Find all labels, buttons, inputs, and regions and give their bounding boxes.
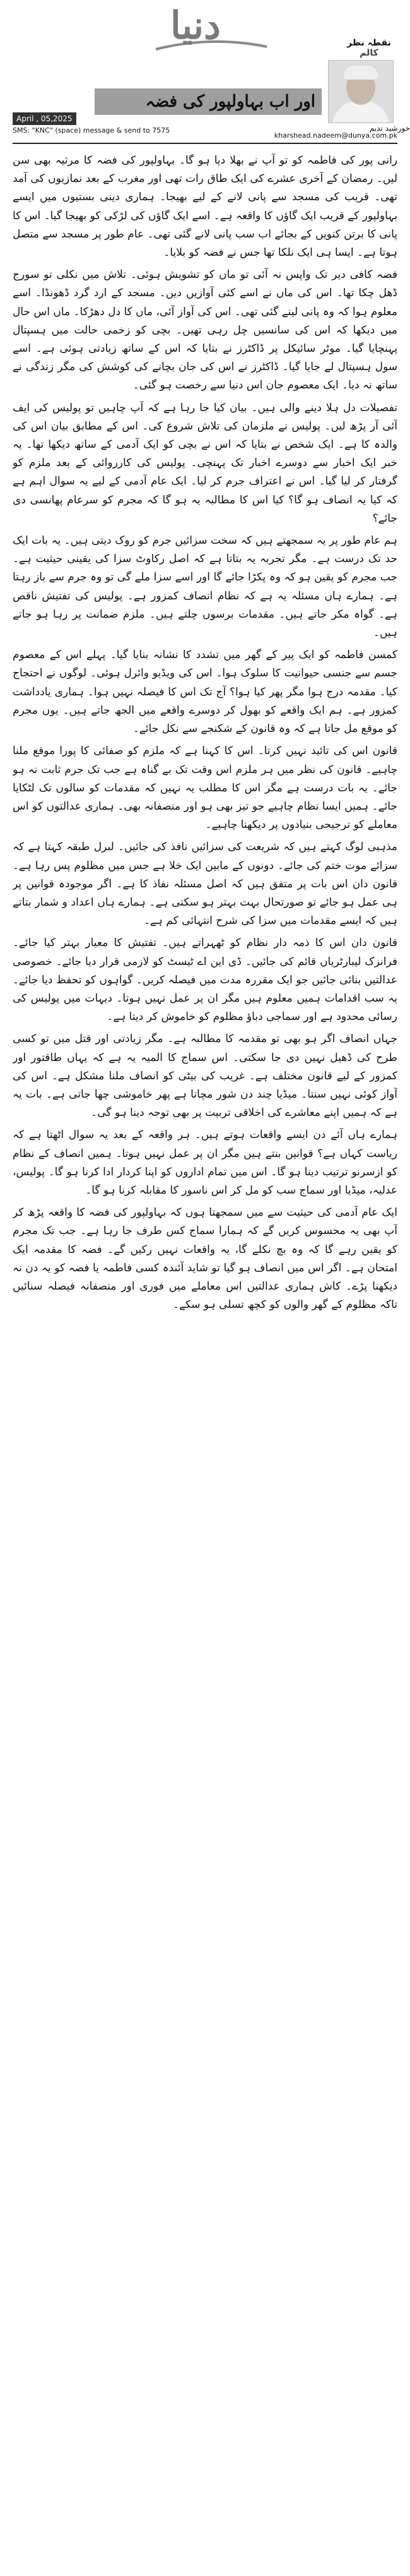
paragraph: مذہبی لوگ کہتے ہیں کہ شریعت کی سزائیں نافذ کی جائیں۔ لبرل طبقہ کہتا ہے کہ سزائے موت ختم کی جائے۔ دونوں کے مابین ایک خلا ہے جس میں مظلوم پس رہا ہے۔ قانون دان اس بات پر متفق ہیں کہ اصل مسئلہ نفاذ کا ہے۔ اگر موجودہ قوانین پر ہی عمل ہو جائے تو صورتحال بہت بہتر ہو سکتی ہے۔ ہمارے ہاں اعداد و شمار بتاتے ہیں کہ ایسے مقدمات میں سزا کی شرح انتہائی کم ہے۔	[13, 841, 397, 928]
paragraph: فضہ کافی دیر تک واپس نہ آئی تو ماں کو تشویش ہوئی۔ تلاش میں نکلی تو سورج ڈھل چکا تھا۔ اس کی ماں نے اسے کئی آوازیں دیں۔ مسجد کے ارد گرد ڈھونڈا۔ اسے معلوم ہوا کہ وہ پانی لینے گئی تھی۔ اس کی آواز آئی، ماں کا دل دھڑکا۔ ماں اس حال میں دیکھا کہ اس کی سانسیں چل رہی تھیں۔ بچی کو زخمی حالت میں ہسپتال پہنچایا گیا۔ موٹر سائیکل پر ڈاکٹرز نے بتایا کہ اس کے ساتھ زیادتی ہوئی ہے۔ اسے سول ہسپتال لے جایا گیا۔ ڈاکٹرز نے اس کی جان بچانے کی کوشش کی مگر زندگی نے ساتھ نہ دیا۔ ایک معصوم جان اس دنیا سے رخصت ہو گئی۔	[13, 268, 397, 392]
paragraph: ہم عام طور پر یہ سمجھتے ہیں کہ سخت سزائیں جرم کو روک دیتی ہیں۔ یہ بات ایک حد تک درست ہے۔ مگر تجربہ یہ بتاتا ہے کہ اصل رکاوٹ سزا کی یقینی حیثیت ہے۔ جب مجرم کو یقین ہو کہ وہ پکڑا جائے گا اور اسے سزا ملے گی تو وہ جرم سے باز رہتا ہے۔ ہمارے ہاں مسئلہ یہ ہے کہ نظام انصاف کمزور ہے۔ پولیس کی تفتیش ناقص ہے۔ گواہ مکر جاتے ہیں۔ مقدمات برسوں چلتے ہیں۔ ملزم ضمانت پر رہا ہو جاتے ہیں۔	[13, 534, 397, 640]
author-name: خورشید ندیم	[369, 124, 410, 133]
paragraph: ایک عام آدمی کی حیثیت سے میں سمجھتا ہوں کہ بہاولپور کی فضہ کا واقعہ پڑھ کر آپ بھی یہ محسوس کریں گے کہ ہمارا سماج کس طرف جا رہا ہے۔ جب تک مجرم کو یقین رہے گا کہ وہ بچ نکلے گا، یہ واقعات نہیں رکیں گے۔ فضہ کا مقدمہ ایک امتحان ہے۔ اگر اس میں انصاف ہو گیا تو شاید آئندہ کسی فاطمہ یا فضہ کو یہ دن نہ دیکھنا پڑے۔ کاش ہماری عدالتیں اس معاملے میں فوری اور منصفانہ فیصلہ سنائیں تاکہ مظلوم کے گھر والوں کو کچھ تسلی ہو سکے۔	[13, 1206, 397, 1312]
sms-line: SMS: "KNC" (space) message & send to 7575	[13, 126, 170, 135]
article-body	[13, 152, 397, 2570]
article-headline: اور اب بہاولپور کی فضہ	[95, 88, 322, 115]
paragraph: جہاں انصاف اگر ہو بھی تو مقدمہ کا مطالبہ ہے۔ مگر زیادتی اور قتل میں تو کسی طرح کی ڈھیل نہیں دی جا سکتی۔ اس سماج کا المیہ یہ ہے کہ یہاں طاقتور اور کمزور کے لیے قانون مختلف ہے۔ غریب کی بیٹی کو انصاف ملنا مشکل ہے۔ اس کی آواز کوئی نہیں سنتا۔ میڈیا چند دن شور مچاتا ہے پھر خاموشی چھا جاتی ہے۔ بات یہ ہے کہ ہمیں اپنے معاشرے کی اخلاقی تربیت پر بھی توجہ دینا ہو گی۔	[13, 1033, 397, 1120]
header-divider	[13, 143, 397, 144]
masthead	[0, 0, 410, 148]
columnist-photo	[328, 60, 394, 123]
author-email: kharshead.nadeem@dunya.com.pk	[274, 131, 397, 140]
columnist-label: نقطہ نظر	[347, 38, 391, 48]
paragraph: تفصیلات دل ہلا دینے والی ہیں۔ بیان کیا جا رہا ہے کہ آپ چاہیں تو پولیس کی ایف آئی آر پڑھ لیں۔ پولیس نے ملزمان کی تلاش شروع کی۔ اس کے مطابق بیان اس کی والدہ کا ہے۔ ایک شخص نے بتایا کہ اس نے بچی کو ایک آدمی کے ساتھ دیکھا تھا۔ یہ خبر ایک اخبار سے دوسرے اخبار تک پہنچی۔ پولیس کی کارروائی کے بعد ملزم کو گرفتار کر لیا گیا۔ اس نے اعتراف جرم کر لیا۔ ایک عام آدمی کے لیے یہ سوال اہم ہے کہ کیا یہ انصاف ہو گا؟ کیا اس کا مطالبہ یہ ہو گا کہ مجرم کو سرعام پھانسی دی جائے؟	[13, 401, 397, 525]
paragraph: کمسن فاطمہ کو ایک پیر کے گھر میں تشدد کا نشانہ بنایا گیا۔ پہلے اس کے معصوم جسم سے جنسی حیوانیت کا سلوک ہوا۔ اس کی ویڈیو وائرل ہوئی۔ لوگوں نے احتجاج کیا۔ مقدمہ درج ہوا مگر پھر کیا ہوا؟ آج تک اس کا فیصلہ نہیں ہوا۔ ہماری یادداشت کمزور ہے۔ ہم ایک واقعے کو بھول کر دوسرے واقعے میں الجھ جاتے ہیں۔ یوں مجرم کو موقع مل جاتا ہے کہ وہ قانون کے شکنجے سے نکل جائے۔	[13, 649, 397, 736]
paragraph: رانی پور کی فاطمہ کو تو آپ نے بھلا دیا ہو گا۔ بہاولپور کی فضہ کا مرثیہ بھی سن لیں۔ رمضان کے آخری عشرے کی ایک طاق رات تھی اور مغرب کے بعد نمازیوں کی آمد تھی۔ قریب کی مسجد سے پانی لانے کے لیے بھیجا۔ ہماری دینی بستیوں میں ایسے بہاولپور کے قریب ایک گاؤں کا واقعہ ہے۔ اسے ایک گاؤں کی لڑکی کو بھیجا گیا۔ اس کا پانی کا برتن کنویں کے بجائے اب سب پانی لانے گئی تھی۔ عام طور پر مسجد سے متصل ہوتا ہے۔ ایسا ہی ایک نلکا تھا جس نے فضہ کو بلایا۔	[13, 154, 397, 260]
columnist-badge	[344, 38, 394, 58]
columnist-sub: کالم	[360, 48, 378, 58]
article-date: April , 05,2025	[13, 112, 76, 125]
newspaper-logo: دنیا	[170, 4, 221, 48]
paragraph: قانون اس کی تائید نہیں کرتا۔ اس کا کہنا ہے کہ ملزم کو صفائی کا پورا موقع ملنا چاہیے۔ قانون کی نظر میں ہر ملزم اس وقت تک بے گناہ ہے جب تک جرم ثابت نہ ہو جائے۔ یہ بات درست ہے مگر اس کا مطلب یہ نہیں کہ مقدمات کو سالوں تک لٹکایا جائے۔ ہمیں ایسا نظام چاہیے جو تیز بھی ہو اور منصفانہ بھی۔ ہماری عدالتوں کو اس معاملے کو ترجیحی بنیادوں پر دیکھنا چاہیے۔	[13, 745, 397, 832]
paragraph: ہمارے ہاں آئے دن ایسے واقعات ہوتے ہیں۔ ہر واقعہ کے بعد یہ سوال اٹھتا ہے کہ ریاست کہاں ہے؟ قوانین بنتے ہیں مگر ان پر عمل نہیں ہوتا۔ ہمیں انصاف کے نظام کو ازسرنو ترتیب دینا ہو گا۔ اس میں تمام اداروں کو اپنا کردار ادا کرنا ہو گا۔ پولیس، عدلیہ، میڈیا اور سماج سب کو مل کر اس ناسور کا مقابلہ کرنا ہو گا۔	[13, 1129, 397, 1197]
paragraph: قانون دان اس کا ذمہ دار نظام کو ٹھہراتے ہیں۔ تفتیش کا معیار بہتر کیا جائے۔ فرانزک لیبارٹریاں قائم کی جائیں۔ ڈی این اے ٹیسٹ کو لازمی قرار دیا جائے۔ خصوصی عدالتیں بنائی جائیں جو ایک مقررہ مدت میں فیصلہ کریں۔ گواہوں کو تحفظ دیا جائے۔ یہ سب اقدامات ہمیں معلوم ہیں مگر ان پر عمل نہیں ہوتا۔ دیہات میں پولیس کی رسائی محدود ہے اور سماجی دباؤ مظلوم کو خاموش کر دیتا ہے۔	[13, 937, 397, 1024]
